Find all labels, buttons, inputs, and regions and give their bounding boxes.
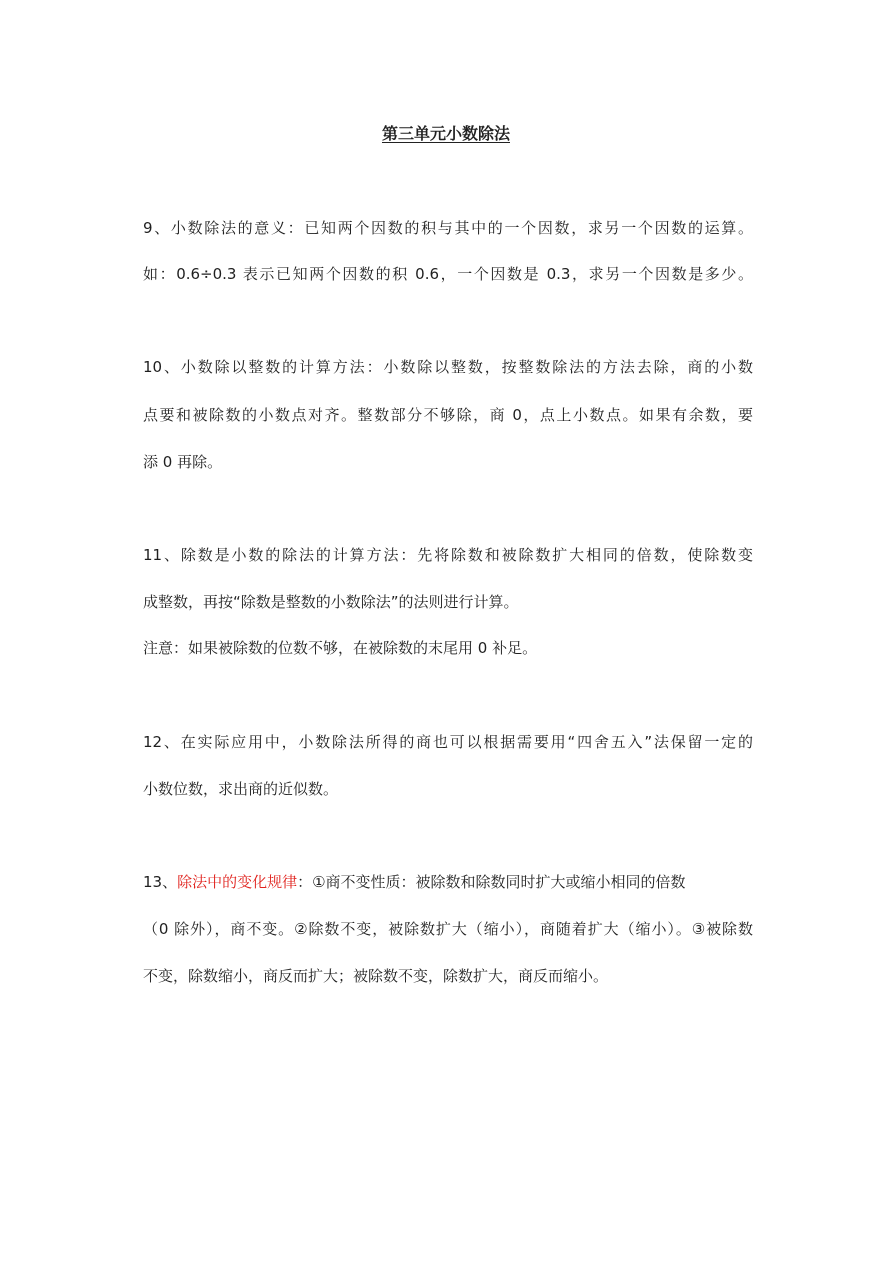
section-10-line-2: 点要和被除数的小数点对齐。整数部分不够除，商 0，点上小数点。如果有余数，要: [143, 406, 753, 424]
section-9-line-1: 9、小数除法的意义：已知两个因数的积与其中的一个因数，求另一个因数的运算。: [143, 219, 753, 237]
section-13-number: 13、: [143, 873, 178, 891]
section-13-line-2: （0 除外），商不变。②除数不变，被除数扩大（缩小），商随着扩大（缩小）。③被除数: [143, 920, 753, 938]
section-13-line-1: [143, 870, 753, 894]
section-10-line-1: 10、小数除以整数的计算方法：小数除以整数，按整数除法的方法去除，商的小数: [143, 358, 753, 376]
section-11-line-2: 成整数，再按“除数是整数的小数除法”的法则进行计算。: [143, 593, 519, 611]
section-12-line-1: 12、在实际应用中，小数除法所得的商也可以根据需要用“四舍五入”法保留一定的: [143, 733, 753, 751]
section-13-highlight: 除法中的变化规律: [177, 873, 298, 891]
section-12-line-2: 小数位数，求出商的近似数。: [143, 780, 339, 798]
section-9-line-2: 如：0.6÷0.3 表示已知两个因数的积 0.6，一个因数是 0.3，求另一个因数是多少。: [143, 265, 753, 283]
page-title: 第三单元小数除法: [381, 124, 510, 143]
section-13-line-3: 不变，除数缩小，商反而扩大；被除数不变，除数扩大，商反而缩小。: [143, 967, 609, 985]
section-11-line-1: 11、除数是小数的除法的计算方法：先将除数和被除数扩大相同的倍数，使除数变: [143, 546, 753, 564]
section-11-note: 注意：如果被除数的位数不够，在被除数的末尾用 0 补足。: [143, 639, 538, 657]
section-10-line-3: 添 0 再除。: [143, 453, 223, 471]
section-13-first-rest: ：①商不变性质：被除数和除数同时扩大或缩小相同的倍数: [297, 873, 686, 891]
